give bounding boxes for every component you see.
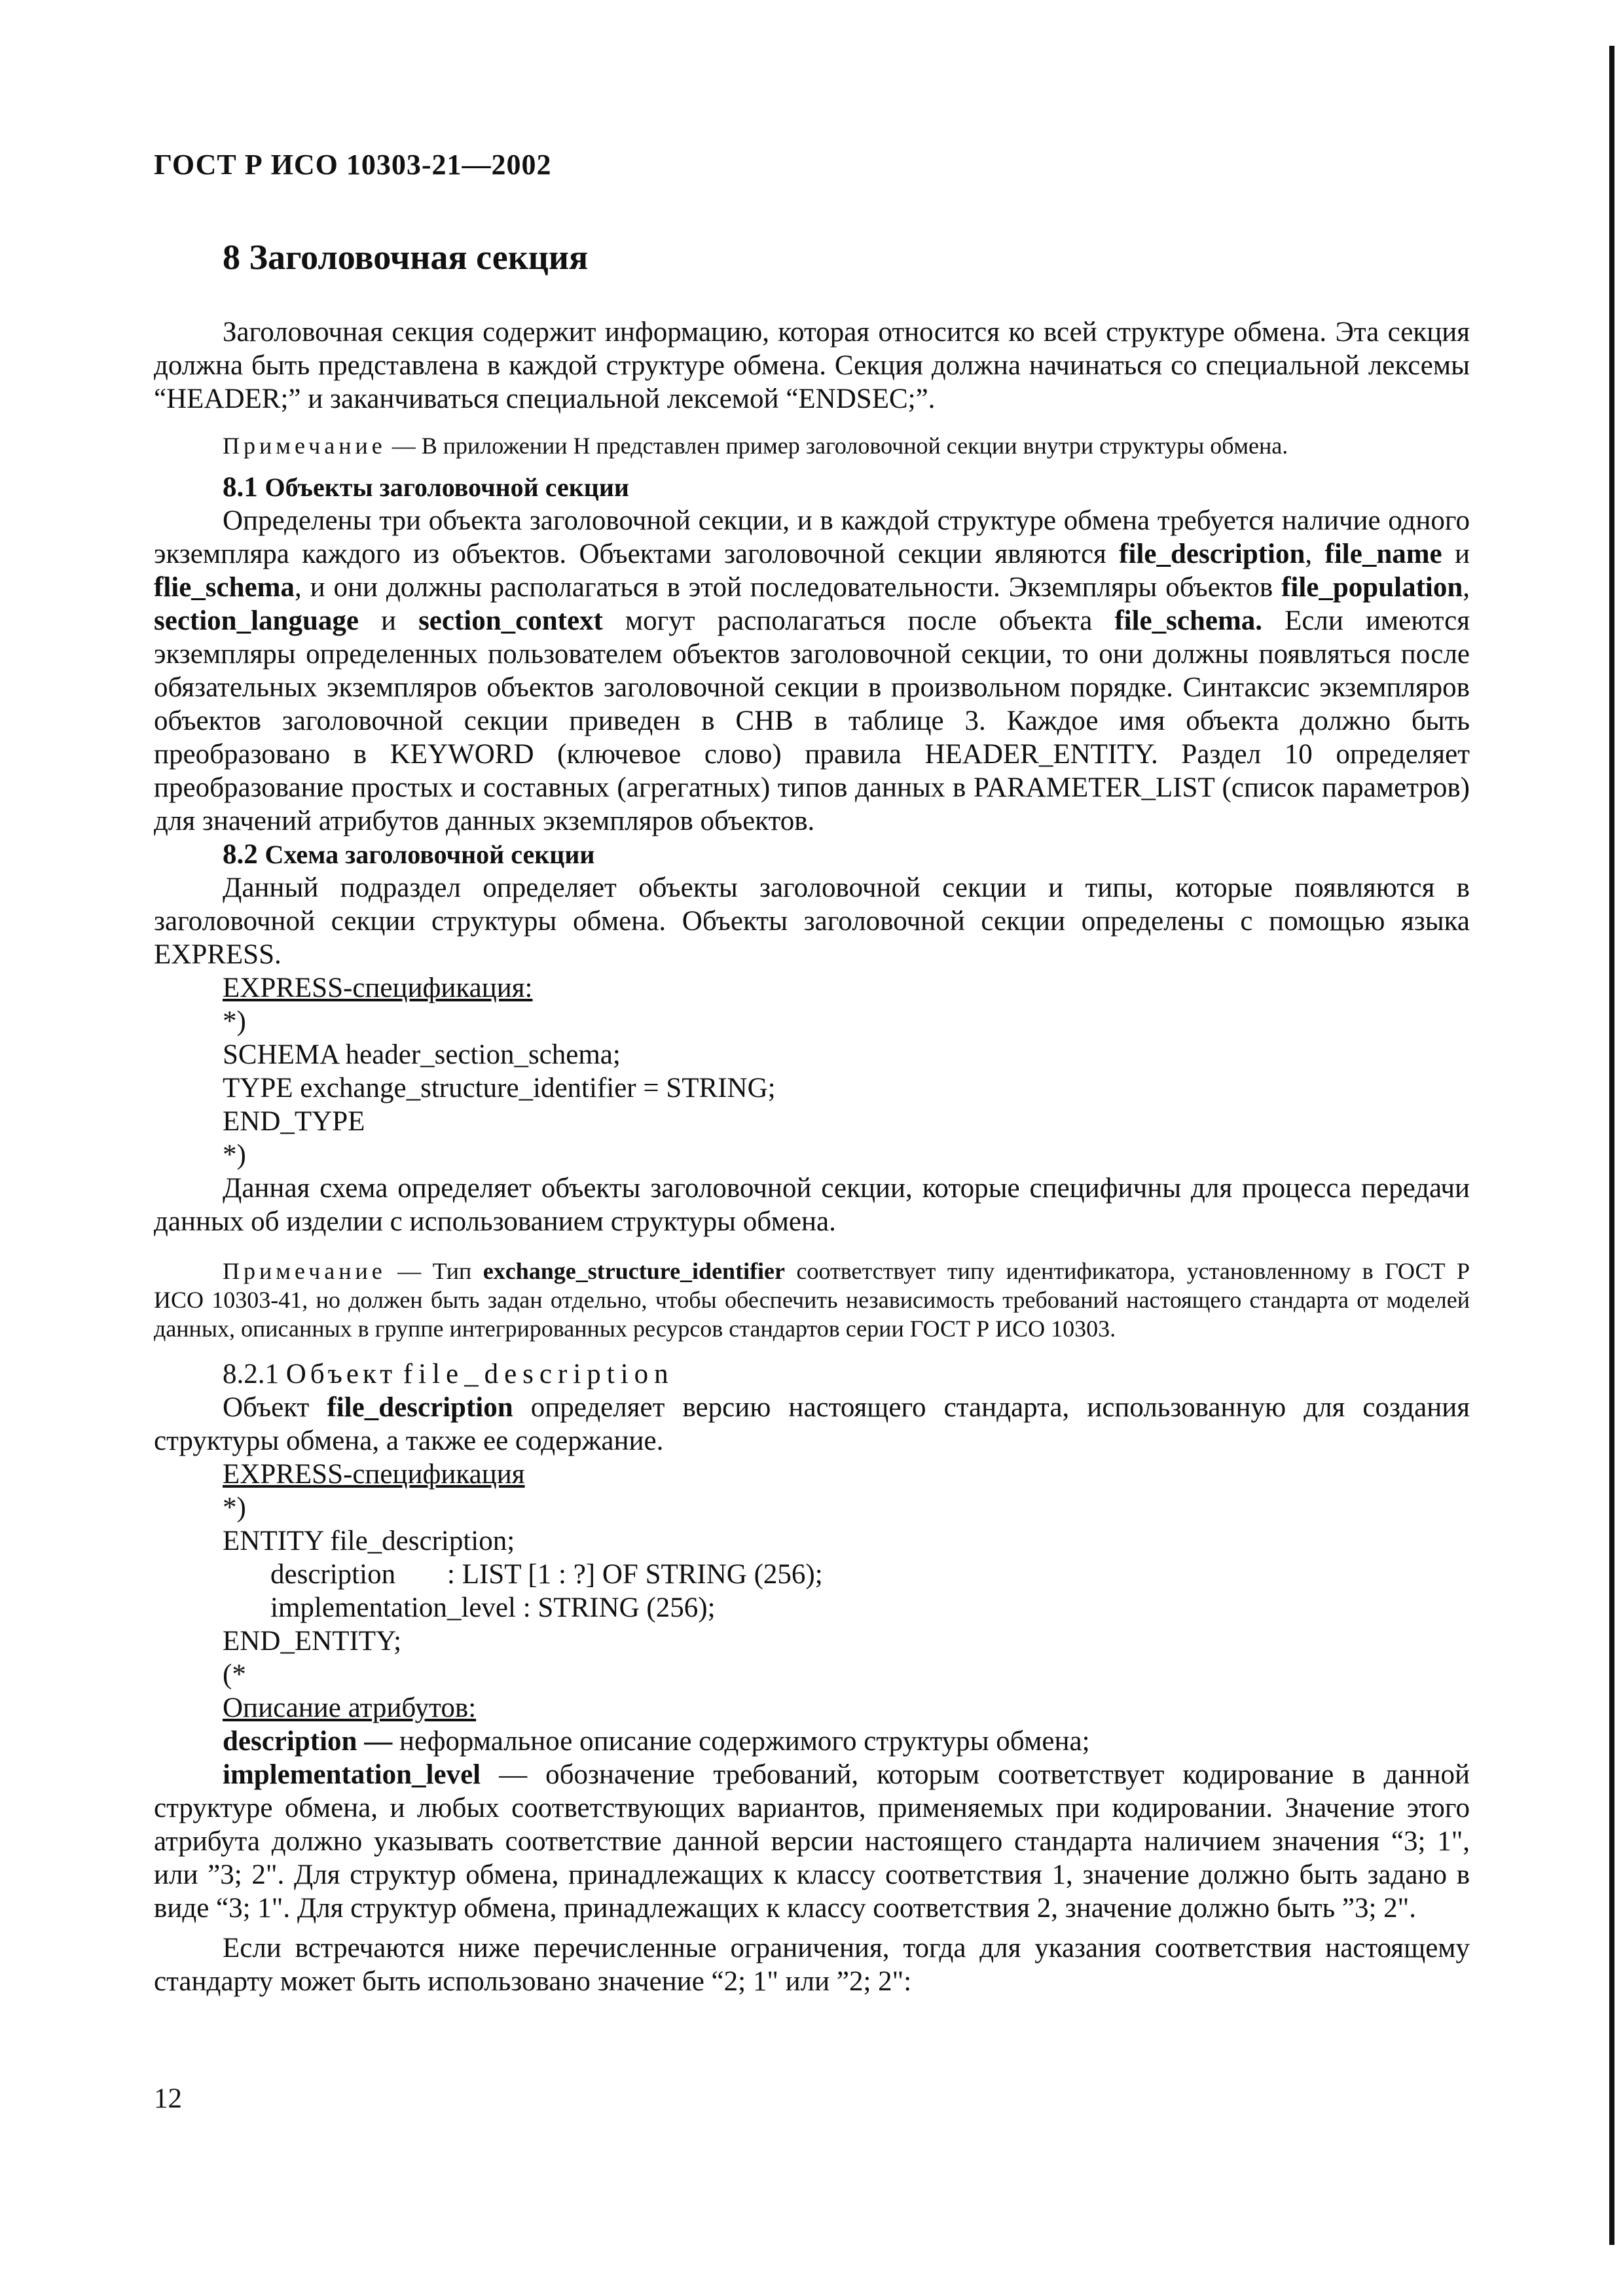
keyword: flie_schema [154,572,295,603]
keyword: file_name [1324,539,1442,569]
subsection-title-8-1: 8.1 Объекты заголовочной секции [223,472,629,503]
subsection-title-8-2: 8.2 Схема заголовочной секции [223,839,595,870]
subsection-8-2-intro: Данный подраздел определяет объекты заголовочной секции и типы, которые появляются в заголовочной секции структуры обмена. Объекты заголовочной секции определены с помощью языка EXPRESS. [154,872,1470,970]
keyword: exchange_structure_identifier [483,1258,786,1284]
clause-8-2-1-text: Объект file_description определяет версию настоящего стандарта, использованную для создания структуры обмена, а также ее содержание. [154,1392,1470,1456]
subsection-8-1-text: Определены три объекта заголовочной секции, и в каждой структуре обмена требуется наличие одного экземпляра каждого из объектов. Объектами заголовочной секции являются file_description, file_name и flie_schema, и они должны располагаться в этой последовательности. Экземпляры объектов file_population, section_language и section_context могут располагаться после объекта file_schema. Если имеются экземпляры определенных пользователем объектов заголовочной секции, то они должны появляться после обязательных экземпляров объектов заголовочной секции в произвольном порядке. Синтаксис экземпляров объектов заголовочной секции приведен в СНВ в таблице 3. Каждое имя объекта должно быть преобразовано в KEYWORD (ключевое слово) правила HEADER_ENTITY. Раздел 10 определяет преобразование простых и составных (агрегатных) типов данных в PARAMETER_LIST (список параметров) для значений атрибутов данных экземпляров объектов. [154,505,1470,836]
note-2: Примечание — Тип exchange_structure_identifier соответствует типу идентификатора, установленному в ГОСТ Р ИСО 10303-41, но должен быть задан отдельно, чтобы обеспечить независимость требований настоящего стандарта от моделей данных, описанных в группе интегрированных ресурсов стандартов серии ГОСТ Р ИСО 10303. [154,1258,1470,1342]
standard-header: ГОСТ Р ИСО 10303-21—2002 [154,149,552,181]
code-line: END_TYPE [223,1106,365,1137]
code-attribute-line: description : LIST [1 : ?] OF STRING (256); [270,1559,823,1590]
keyword: section_context [418,605,603,636]
keyword: file_description [1119,539,1305,569]
keyword: file_description [327,1392,513,1423]
schema-description: Данная схема определяет объекты заголовочной секции, которые специфичны для процесса передачи данных об изделии с использованием структуры обмена. [154,1173,1470,1237]
attribute-description: description — неформальное описание содержимого структуры обмена; [223,1726,1090,1757]
page-edge-line [1609,46,1614,2245]
attributes-label: Описание атрибутов: [223,1693,477,1723]
code-line: *) [223,1139,246,1170]
note-label: Примечание [223,1258,386,1284]
section-title: 8 Заголовочная секция [223,238,589,277]
code-line: (* [223,1659,246,1690]
code-line: ENTITY file_description; [223,1526,515,1556]
note-text: — В приложении Н представлен пример заголовочной секции внутри структуры обмена. [386,433,1288,459]
note-label: Примечание [223,433,386,459]
code-line: TYPE exchange_structure_identifier = STRING; [223,1073,776,1103]
page-number: 12 [154,2083,182,2114]
clause-title-8-2-1: 8.2.1 Объект file_description [223,1359,674,1390]
code-line: *) [223,1492,246,1523]
keyword: file_schema. [1114,605,1263,636]
code-line: *) [223,1006,246,1037]
code-attribute-line: implementation_level : STRING (256); [270,1592,716,1623]
keyword: file_population [1281,572,1463,603]
code-line: END_ENTITY; [223,1626,402,1657]
keyword: section_language [154,605,359,636]
section-intro: Заголовочная секция содержит информацию, которая относится ко всей структуре обмена. Эта секция должна быть представлена в каждой структуре обмена. Секция должна начинаться со специальной лексемы “HEADER;” и заканчиваться специальной лексемой “ENDSEC;”. [154,317,1470,414]
document-body [154,151,1470,1998]
code-line: SCHEMA header_section_schema; [223,1039,621,1070]
closing-paragraph: Если встречаются ниже перечисленные ограничения, тогда для указания соответствия настоящему стандарту может быть использовано значение “2; 1" или ”2; 2": [154,1933,1470,1997]
attribute-description: implementation_level — обозначение требований, которым соответствует кодирование в данной структуре обмена, и любых соответствующих вариантов, применяемых при кодировании. Значение этого атрибута должно указывать соответствие данной версии настоящего стандарта наличием значения “3; 1", или ”3; 2". Для структур обмена, принадлежащих к классу соответствия 1, значение должно быть задано в виде “3; 1". Для структур обмена, принадлежащих к классу соответствия 2, значение должно быть ”3; 2". [154,1759,1470,1924]
note-1 [154,431,1470,460]
express-spec-label: EXPRESS-спецификация [223,1459,525,1490]
express-spec-label: EXPRESS-спецификация: [223,973,533,1003]
